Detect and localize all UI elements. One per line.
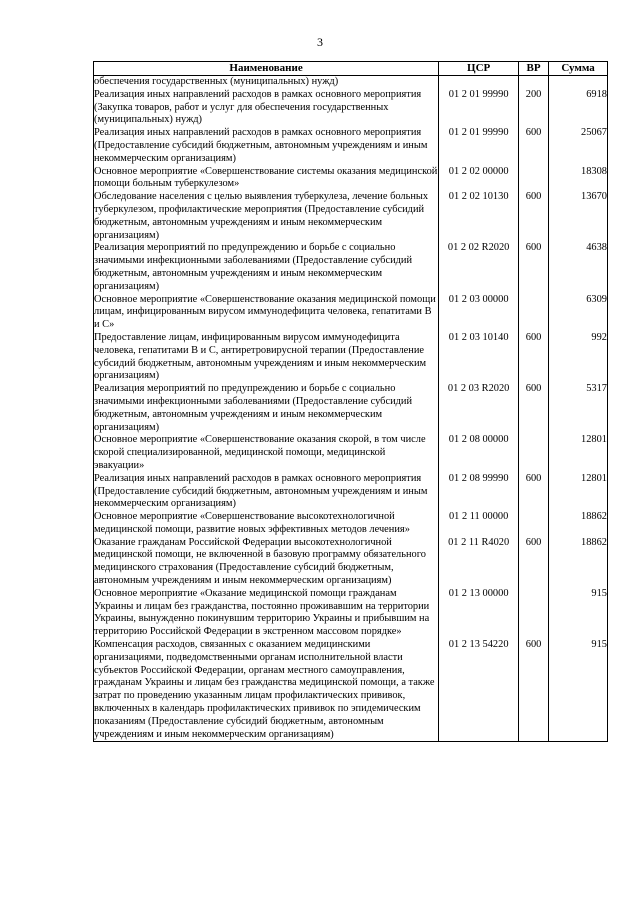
table-row xyxy=(94,332,608,383)
cell-vr: 600 xyxy=(519,127,549,165)
cell-csr: 01 2 13 00000 xyxy=(439,588,519,639)
header-name: Наименование xyxy=(94,62,439,76)
cell-sum: 992 xyxy=(549,332,608,383)
header-vr: ВР xyxy=(519,62,549,76)
cell-csr: 01 2 02 R2020 xyxy=(439,242,519,293)
header-sum: Сумма xyxy=(549,62,608,76)
cell-csr: 01 2 02 00000 xyxy=(439,166,519,192)
table-row xyxy=(94,383,608,434)
cell-sum: 25067 xyxy=(549,127,608,165)
cell-vr: 200 xyxy=(519,89,549,127)
cell-name: Обследование населения с целью выявления туберкулеза, лечение больных туберкулезом, профилактические мероприятия (Предоставление субсидий бюджетным, автономным учреждениям и иным некоммерческим организациям) xyxy=(94,191,439,242)
table-row xyxy=(94,294,608,332)
cell-sum: 18862 xyxy=(549,537,608,588)
cell-vr: 600 xyxy=(519,191,549,242)
table-row xyxy=(94,588,608,639)
cell-csr: 01 2 02 10130 xyxy=(439,191,519,242)
cell-sum: 18308 xyxy=(549,166,608,192)
cell-vr xyxy=(519,434,549,472)
table-header-row xyxy=(94,62,608,76)
cell-name: Основное мероприятие «Совершенствование системы оказания медицинской помощи больным туберкулезом» xyxy=(94,165,438,190)
cell-vr xyxy=(519,294,549,332)
cell-name: обеспечения государственных (муниципальных) нужд) xyxy=(94,76,439,89)
cell-vr xyxy=(519,511,549,537)
table-row xyxy=(94,76,608,89)
cell-name: Основное мероприятие «Совершенствование высокотехнологичной медицинской помощи, развитие новых эффективных методов лечения» xyxy=(94,511,439,537)
header-csr: ЦСР xyxy=(439,62,519,76)
table-row xyxy=(94,191,608,242)
cell-csr: 01 2 11 00000 xyxy=(439,511,519,537)
cell-name: Реализация иных направлений расходов в рамках основного мероприятия (Закупка товаров, работ и услуг для обеспечения государственных (муниципальных) нужд) xyxy=(94,89,439,127)
table-row xyxy=(94,511,608,537)
table-row xyxy=(94,473,608,511)
budget-table xyxy=(93,61,608,742)
cell-csr: 01 2 03 00000 xyxy=(439,294,519,332)
cell-vr: 600 xyxy=(519,383,549,434)
page-number: 3 xyxy=(317,35,323,49)
cell-vr: 600 xyxy=(519,639,549,742)
cell-csr: 01 2 01 99990 xyxy=(439,89,519,127)
cell-name: Основное мероприятие «Оказание медицинской помощи гражданам Украины и лицам без гражданства, постоянно проживавшим на территории Украины, вынужденно покинувшим территорию Украины и прибывшим на территорию Российской Федерации в экстренном массовом порядке» xyxy=(94,588,439,639)
cell-csr: 01 2 01 99990 xyxy=(439,127,519,165)
cell-vr: 600 xyxy=(519,332,549,383)
cell-vr: 600 xyxy=(519,473,549,511)
cell-csr: 01 2 03 R2020 xyxy=(439,383,519,434)
cell-sum: 915 xyxy=(549,639,608,742)
cell-csr: 01 2 03 10140 xyxy=(439,332,519,383)
cell-sum: 915 xyxy=(549,588,608,639)
cell-name: Компенсация расходов, связанных с оказанием медицинскими организациями, подведомственными органам исполнительной власти субъектов Российской Федерации, органам местного самоуправления, гражданам Украины и лицам без гражданства медицинской помощи, а также затрат по проведению указанным лицам профилактических прививок, включенных в календарь профилактических прививок по эпидемическим показаниям (Предоставление субсидий бюджетным, автономным учреждениям и иным некоммерческим организациям) xyxy=(94,639,439,742)
cell-sum: 18862 xyxy=(549,511,608,537)
cell-vr: 600 xyxy=(519,537,549,588)
cell-name: Реализация иных направлений расходов в рамках основного мероприятия (Предоставление субсидий бюджетным, автономным учреждениям и иным некоммерческим организациям) xyxy=(94,127,439,165)
table-row xyxy=(94,127,608,165)
cell-vr xyxy=(519,166,549,192)
cell-name: Реализация иных направлений расходов в рамках основного мероприятия (Предоставление субсидий бюджетным, автономным учреждениям и иным некоммерческим организациям) xyxy=(94,473,439,511)
table-row xyxy=(94,537,608,588)
cell-csr xyxy=(439,76,519,89)
table-row xyxy=(94,242,608,293)
cell-name: Основное мероприятие «Совершенствование оказания медицинской помощи лицам, инфицированным вирусом иммунодефицита человека, гепатитами В и С» xyxy=(94,294,439,332)
cell-vr: 600 xyxy=(519,242,549,293)
cell-csr: 01 2 11 R4020 xyxy=(439,537,519,588)
cell-name: Основное мероприятие «Совершенствование оказания скорой, в том числе скорой специализированной, медицинской помощи, медицинской эвакуации» xyxy=(94,434,439,472)
table-row xyxy=(94,166,608,192)
table-row xyxy=(94,639,608,742)
cell-vr xyxy=(519,588,549,639)
cell-sum: 6309 xyxy=(549,294,608,332)
cell-name: Реализация мероприятий по предупреждению и борьбе с социально значимыми инфекционными заболеваниями (Предоставление субсидий бюджетным, автономным учреждениям и иным некоммерческим организациям) xyxy=(94,242,439,293)
cell-sum: 6918 xyxy=(549,89,608,127)
cell-sum: 12801 xyxy=(549,434,608,472)
cell-csr: 01 2 08 00000 xyxy=(439,434,519,472)
cell-vr xyxy=(519,76,549,89)
cell-csr: 01 2 13 54220 xyxy=(439,639,519,742)
cell-sum: 13670 xyxy=(549,191,608,242)
cell-name: Реализация мероприятий по предупреждению и борьбе с социально значимыми инфекционными заболеваниями (Предоставление субсидий бюджетным, автономным учреждениям и иным некоммерческим организациям) xyxy=(94,383,439,434)
cell-sum: 5317 xyxy=(549,383,608,434)
cell-sum: 4638 xyxy=(549,242,608,293)
cell-name: Предоставление лицам, инфицированным вирусом иммунодефицита человека, гепатитами В и С, антиретровирусной терапии (Предоставление субсидий бюджетным, автономным учреждениям и иным некоммерческим организациям) xyxy=(94,332,439,383)
cell-sum xyxy=(549,76,608,89)
table-row xyxy=(94,89,608,127)
table-row xyxy=(94,434,608,472)
cell-sum: 12801 xyxy=(549,473,608,511)
cell-csr: 01 2 08 99990 xyxy=(439,473,519,511)
cell-name: Оказание гражданам Российской Федерации высокотехнологичной медицинской помощи, не включенной в базовую программу обязательного медицинского страхования (Предоставление субсидий бюджетным, автономным учреждениям и иным некоммерческим организациям) xyxy=(94,537,439,588)
